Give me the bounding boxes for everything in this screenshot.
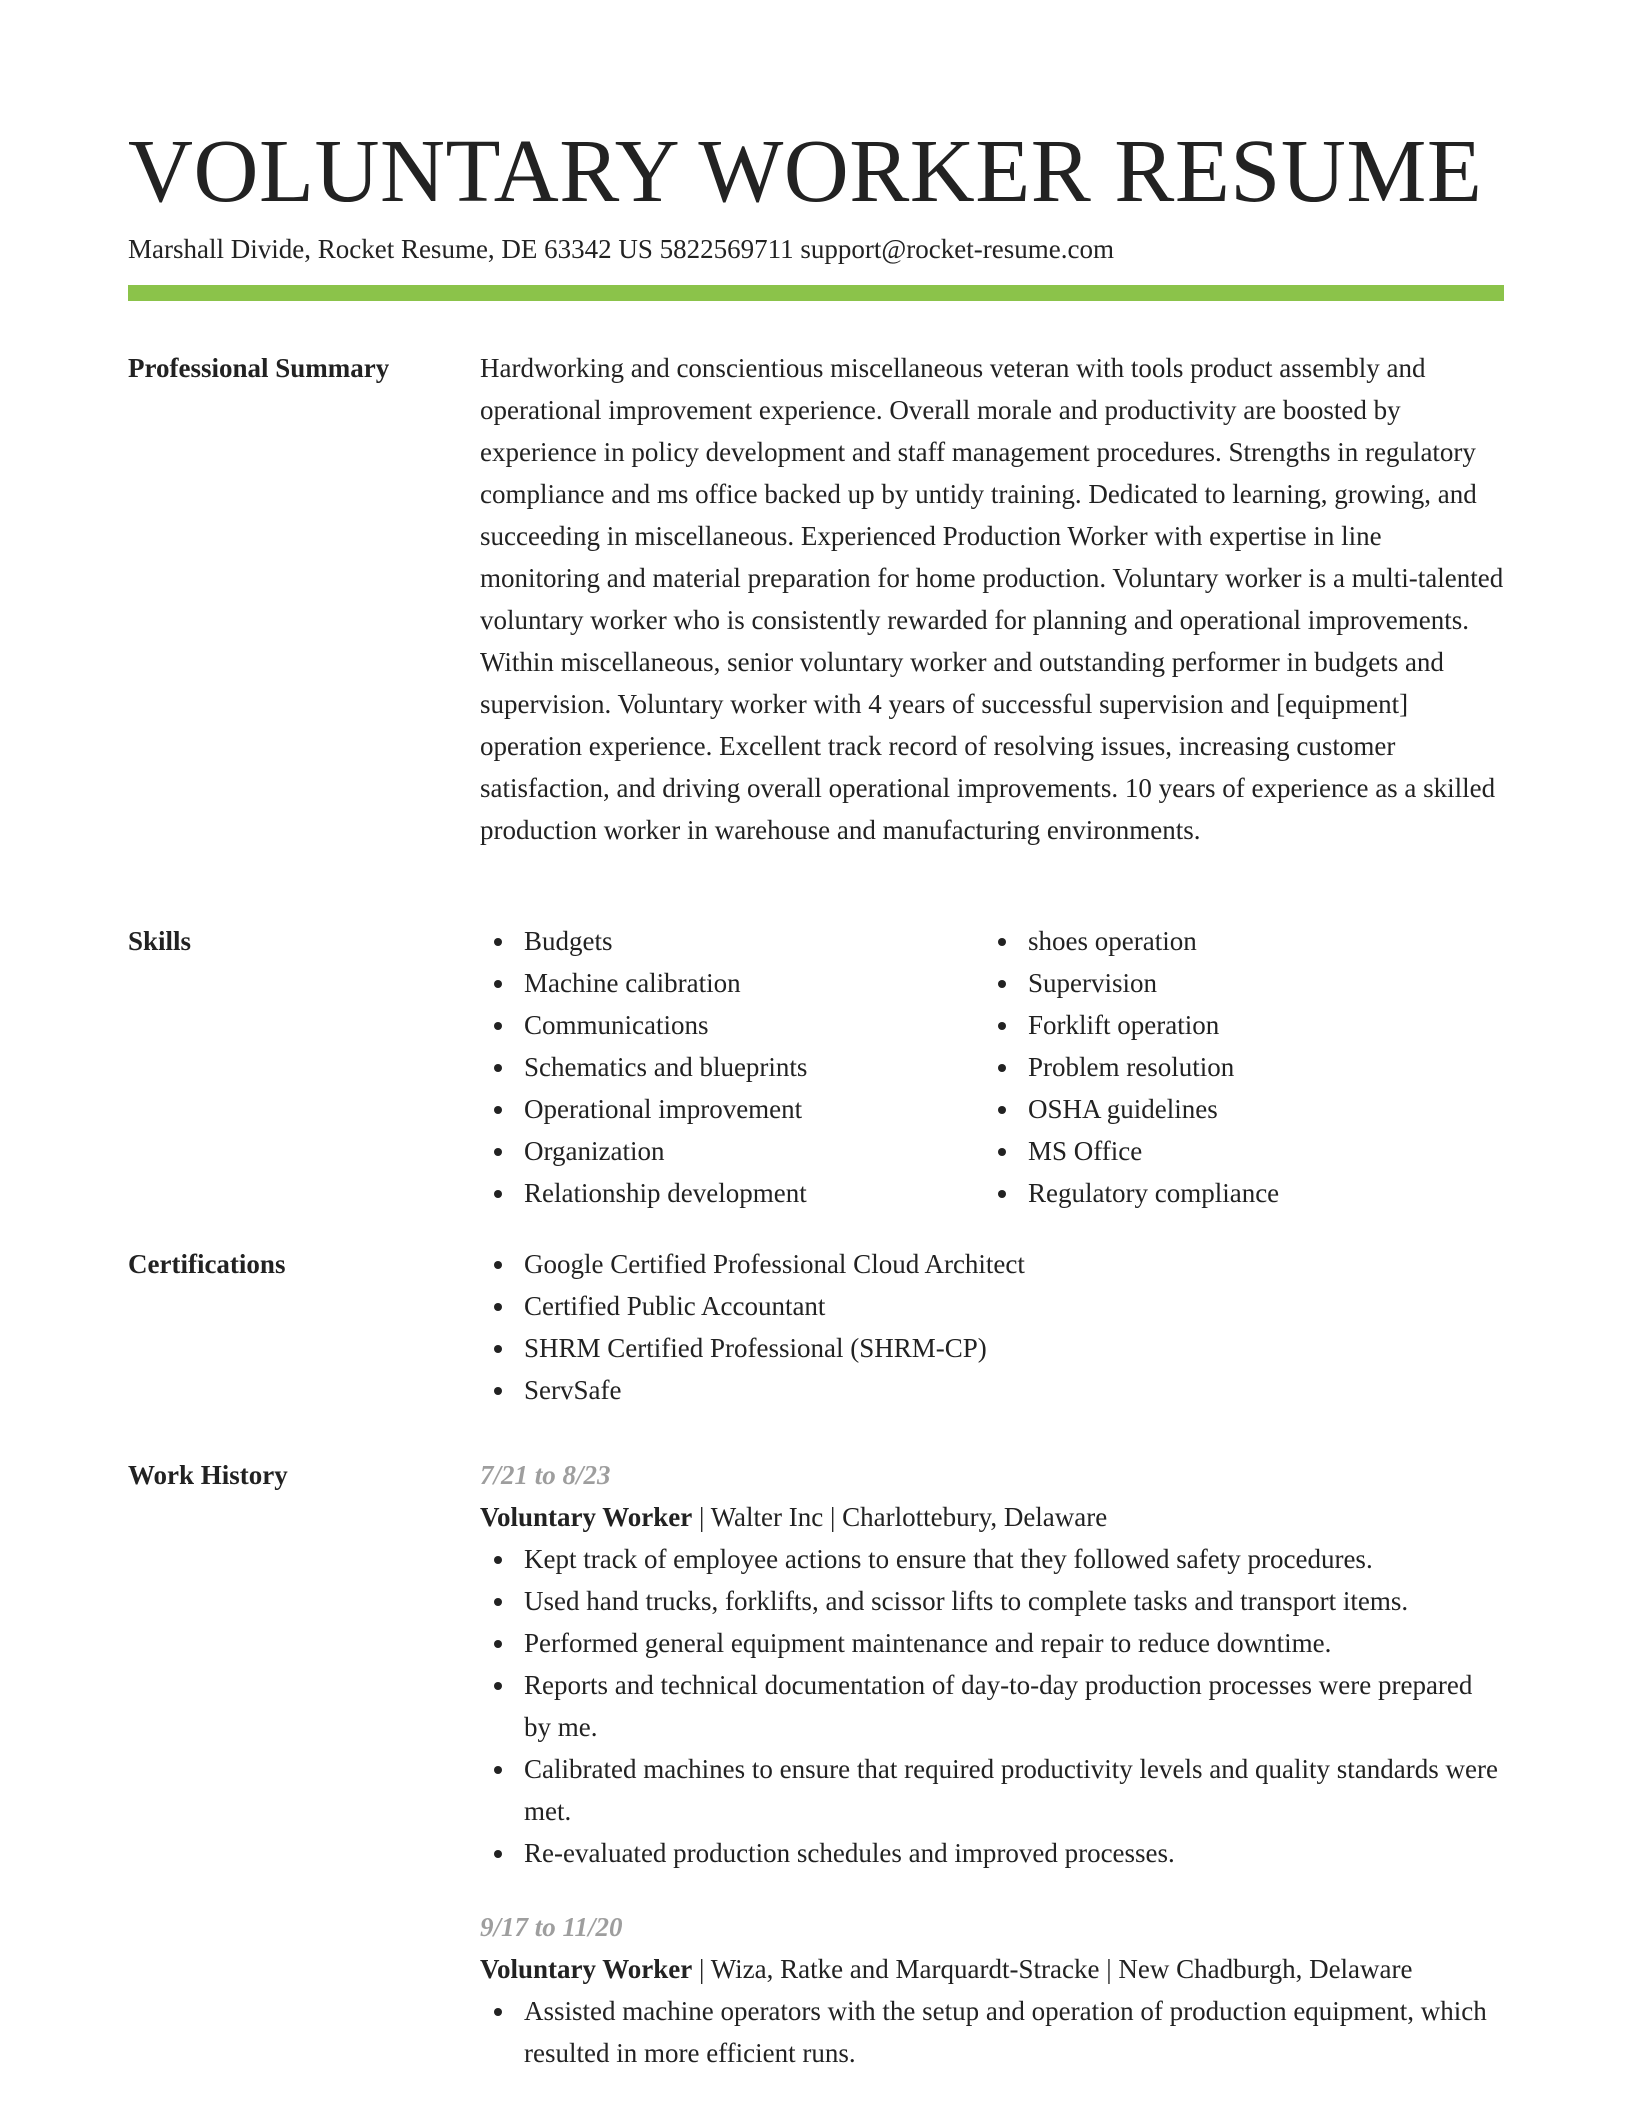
job-title-line — [480, 1496, 1504, 1538]
accent-divider — [128, 285, 1504, 301]
professional-summary-label: Professional Summary — [128, 353, 390, 383]
job-dates: 9/17 to 11/20 — [480, 1912, 623, 1942]
list-item: Communications — [480, 1004, 984, 1046]
job-dates: 7/21 to 8/23 — [480, 1460, 611, 1490]
skills-list-left — [480, 920, 984, 1214]
list-item: shoes operation — [984, 920, 1488, 962]
job-duties-list — [480, 1538, 1504, 1874]
list-item: Operational improvement — [480, 1088, 984, 1130]
job-role: Voluntary Worker — [480, 1954, 693, 1984]
job-role: Voluntary Worker — [480, 1502, 693, 1532]
list-item: Google Certified Professional Cloud Architect — [480, 1243, 1504, 1285]
job-title-line — [480, 1948, 1504, 1990]
skills-label: Skills — [128, 926, 192, 956]
list-item: Organization — [480, 1130, 984, 1172]
list-item: Performed general equipment maintenance and repair to reduce downtime. — [480, 1622, 1504, 1664]
job-entry — [480, 1454, 1504, 1874]
list-item: Used hand trucks, forklifts, and scissor lifts to complete tasks and transport items. — [480, 1580, 1504, 1622]
list-item: Relationship development — [480, 1172, 984, 1214]
list-item: Budgets — [480, 920, 984, 962]
list-item: SHRM Certified Professional (SHRM-CP) — [480, 1327, 1504, 1369]
work-history-label: Work History — [128, 1460, 288, 1490]
list-item: Calibrated machines to ensure that required productivity levels and quality standards were met. — [480, 1748, 1504, 1832]
list-item: Forklift operation — [984, 1004, 1488, 1046]
list-item: Supervision — [984, 962, 1488, 1004]
professional-summary-text: Hardworking and conscientious miscellaneous veteran with tools product assembly and operational improvement experience. Overall morale and productivity are boosted by experience in policy development and staff management procedures. Strengths in regulatory compliance and ms office backed up by untidy training. Dedicated to learning, growing, and succeeding in miscellaneous. Experienced Production Worker with expertise in line monitoring and material preparation for home production. Voluntary worker is a multi-talented voluntary worker who is consistently rewarded for planning and operational improvements. Within miscellaneous, senior voluntary worker and outstanding performer in budgets and supervision. Voluntary worker with 4 years of successful supervision and [equipment] operation experience. Excellent track record of resolving issues, increasing customer satisfaction, and driving overall operational improvements. 10 years of experience as a skilled production worker in warehouse and manufacturing environments. — [480, 353, 1504, 845]
certifications-list — [480, 1243, 1504, 1411]
list-item: MS Office — [984, 1130, 1488, 1172]
list-item: Assisted machine operators with the setup and operation of production equipment, which resulted in more efficient runs. — [480, 1990, 1504, 2074]
list-item: Machine calibration — [480, 962, 984, 1004]
job-details: | Walter Inc | Charlottebury, Delaware — [692, 1502, 1108, 1532]
list-item: ServSafe — [480, 1369, 1504, 1411]
list-item: Re-evaluated production schedules and improved processes. — [480, 1832, 1504, 1874]
contact-line: Marshall Divide, Rocket Resume, DE 63342 US 5822569711 support@rocket-resume.com — [128, 234, 1114, 264]
list-item: Certified Public Accountant — [480, 1285, 1504, 1327]
job-duties-list — [480, 1990, 1504, 2074]
list-item: Problem resolution — [984, 1046, 1488, 1088]
resume-title: VOLUNTARY WORKER RESUME — [128, 122, 1483, 221]
list-item: Kept track of employee actions to ensure that they followed safety procedures. — [480, 1538, 1504, 1580]
job-entry — [480, 1906, 1504, 2074]
certifications-label: Certifications — [128, 1249, 286, 1279]
list-item: OSHA guidelines — [984, 1088, 1488, 1130]
list-item: Regulatory compliance — [984, 1172, 1488, 1214]
list-item: Schematics and blueprints — [480, 1046, 984, 1088]
job-details: | Wiza, Ratke and Marquardt-Stracke | New Chadburgh, Delaware — [692, 1954, 1413, 1984]
skills-list-right — [984, 920, 1488, 1214]
list-item: Reports and technical documentation of day-to-day production processes were prepared by me. — [480, 1664, 1504, 1748]
